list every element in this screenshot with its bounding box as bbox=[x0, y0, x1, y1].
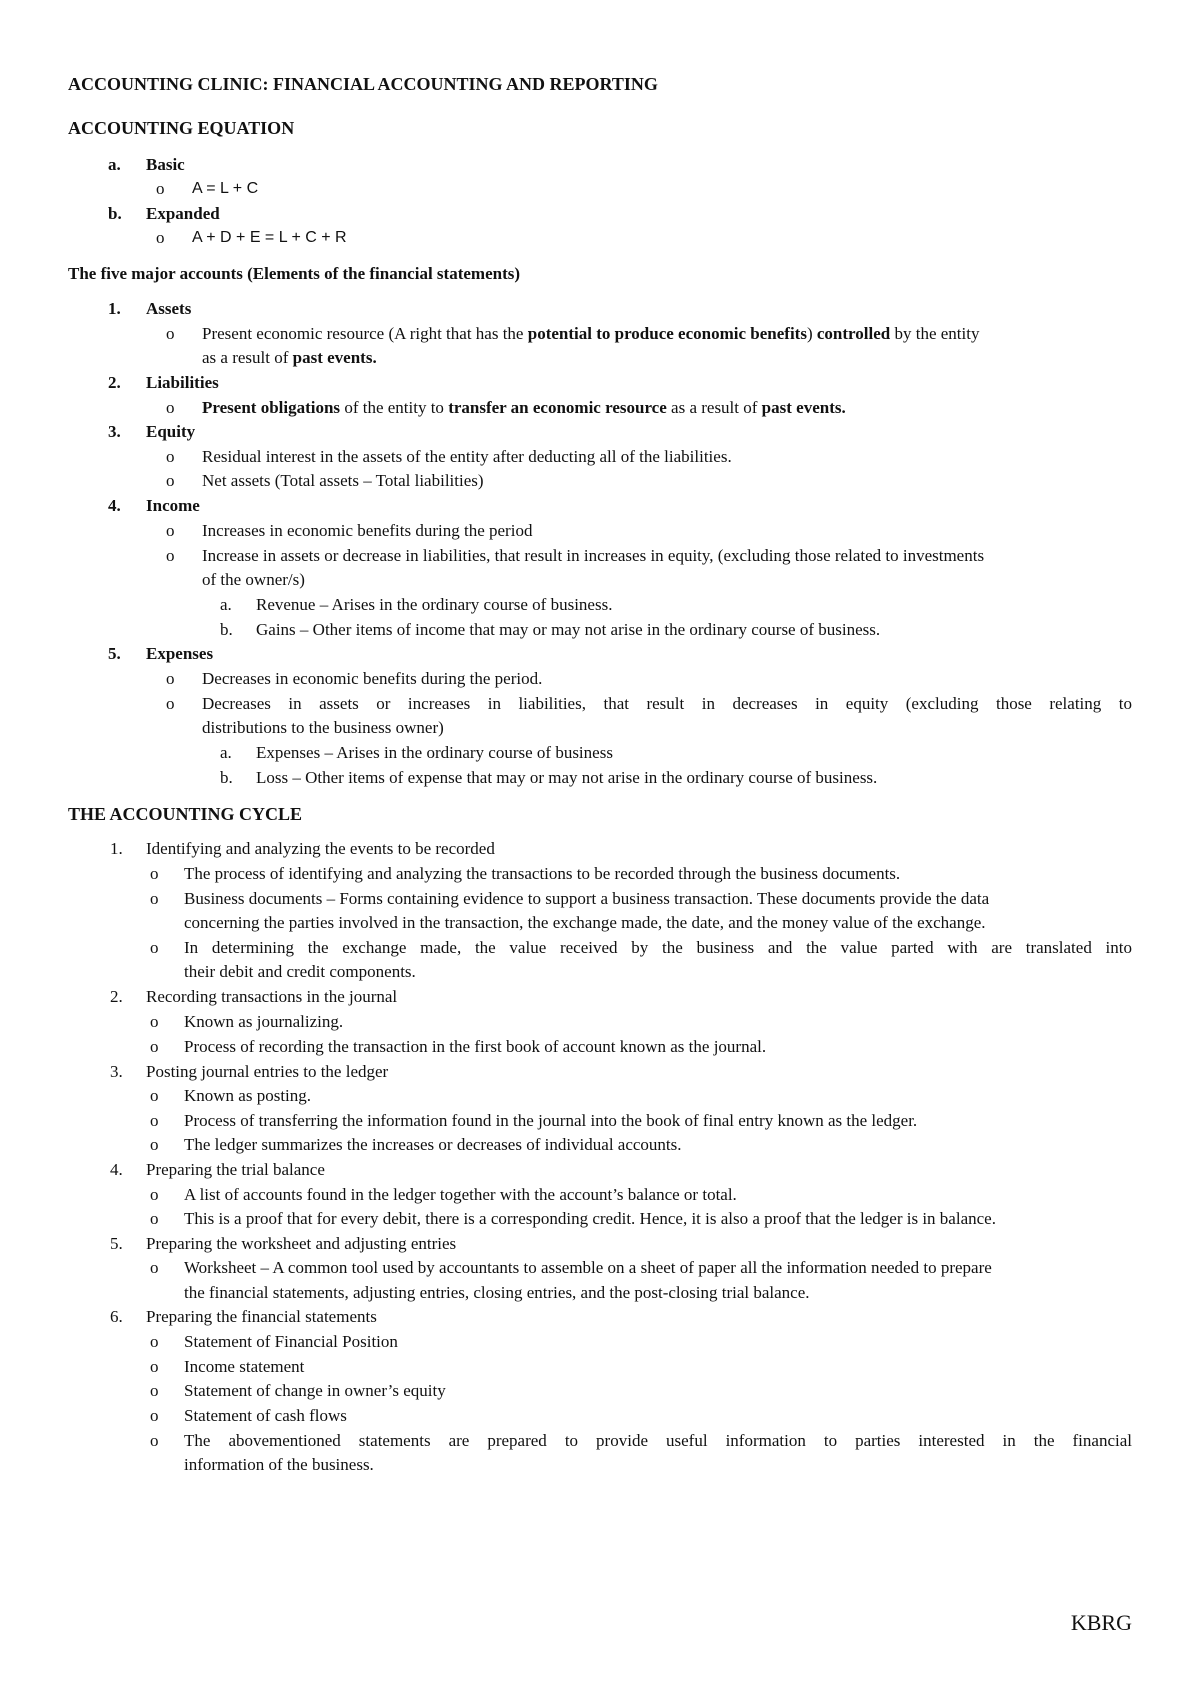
bullet-icon: o bbox=[166, 471, 175, 490]
list-item-text: Decreases in assets or increases in liabilities, that result in decreases in equity (excluding those relating to bbox=[202, 694, 1132, 713]
bullet-icon: o bbox=[150, 1135, 159, 1154]
list-item-label: Income bbox=[146, 496, 200, 515]
list-item-text: Known as posting. bbox=[184, 1086, 312, 1105]
list-item-text: Net assets (Total assets – Total liabilities) bbox=[202, 471, 484, 490]
cycle-step-label: Posting journal entries to the ledger bbox=[146, 1062, 389, 1081]
list-item-label: Expanded bbox=[146, 204, 220, 223]
assets-definition-line-1: Present economic resource (A right that has the potential to produce economic benefits) controlled by the entity bbox=[202, 324, 980, 343]
list-item-text: This is a proof that for every debit, there is a corresponding credit. Hence, it is also a proof that the ledger is in balance. bbox=[184, 1209, 996, 1228]
bullet-icon: o bbox=[166, 521, 175, 540]
list-marker: a. bbox=[108, 155, 121, 174]
list-marker: 1. bbox=[110, 839, 123, 858]
assets-definition-line-2: as a result of past events. bbox=[202, 348, 377, 367]
bullet-icon: o bbox=[150, 1111, 159, 1130]
bullet-icon: o bbox=[150, 1012, 159, 1031]
list-item-text: Process of transferring the information found in the journal into the book of final entry known as the ledger. bbox=[184, 1111, 918, 1130]
cycle-step-label: Recording transactions in the journal bbox=[146, 987, 398, 1006]
list-item-text: Worksheet – A common tool used by accountants to assemble on a sheet of paper all the information needed to prepare bbox=[184, 1258, 992, 1277]
bullet-icon: o bbox=[150, 1431, 159, 1450]
footer-initials: KBRG bbox=[1070, 1610, 1132, 1635]
list-item-text: Business documents – Forms containing evidence to support a business transaction. These documents provide the data bbox=[184, 889, 990, 908]
list-marker: 6. bbox=[110, 1307, 123, 1326]
list-item-text: Gains – Other items of income that may or may not arise in the ordinary course of business. bbox=[256, 620, 881, 639]
list-item-label: Liabilities bbox=[146, 373, 219, 392]
list-item-text: Process of recording the transaction in the first book of account known as the journal. bbox=[184, 1037, 767, 1056]
list-item-text: Statement of cash flows bbox=[184, 1406, 347, 1425]
list-item-text: Expenses – Arises in the ordinary course of business bbox=[256, 743, 613, 762]
list-item-label: Expenses bbox=[146, 644, 214, 663]
list-item-text: Decreases in economic benefits during the period. bbox=[202, 669, 543, 688]
list-marker: 5. bbox=[110, 1234, 123, 1253]
bullet-icon: o bbox=[150, 1185, 159, 1204]
formula-expanded: A + D + E = L + C + R bbox=[192, 229, 347, 246]
list-marker: b. bbox=[220, 620, 233, 639]
bullet-icon: o bbox=[156, 228, 165, 247]
cycle-step-label: Preparing the financial statements bbox=[146, 1307, 377, 1326]
list-item-text: Known as journalizing. bbox=[184, 1012, 344, 1031]
list-marker: b. bbox=[108, 204, 122, 223]
list-marker: 2. bbox=[108, 373, 121, 392]
bullet-icon: o bbox=[150, 1381, 159, 1400]
list-item-text: distributions to the business owner) bbox=[202, 718, 444, 737]
list-item-text: of the owner/s) bbox=[202, 570, 305, 589]
bullet-icon: o bbox=[150, 1209, 159, 1228]
list-item-text: In determining the exchange made, the value received by the business and the value parted with are translated into bbox=[184, 938, 1132, 957]
list-item-text: Statement of Financial Position bbox=[184, 1332, 398, 1351]
list-marker: 1. bbox=[108, 299, 121, 318]
list-item-text: Residual interest in the assets of the entity after deducting all of the liabilities. bbox=[202, 447, 732, 466]
cycle-step-label: Preparing the worksheet and adjusting entries bbox=[146, 1234, 457, 1253]
list-item-text: The process of identifying and analyzing the transactions to be recorded through the business documents. bbox=[184, 864, 901, 883]
section-heading-equation: ACCOUNTING EQUATION bbox=[68, 118, 295, 138]
list-item-label: Basic bbox=[146, 155, 185, 174]
bullet-icon: o bbox=[166, 546, 175, 565]
list-item-text: information of the business. bbox=[184, 1455, 374, 1474]
list-item-text: concerning the parties involved in the transaction, the exchange made, the date, and the money value of the exchange. bbox=[184, 913, 986, 932]
page-title: ACCOUNTING CLINIC: FINANCIAL ACCOUNTING AND REPORTING bbox=[68, 74, 658, 94]
bullet-icon: o bbox=[150, 1258, 159, 1277]
list-item-text: Loss – Other items of expense that may or may not arise in the ordinary course of business. bbox=[256, 768, 878, 787]
list-item-text: Revenue – Arises in the ordinary course of business. bbox=[256, 595, 613, 614]
section-heading-cycle: THE ACCOUNTING CYCLE bbox=[68, 804, 303, 824]
list-marker: 3. bbox=[108, 422, 121, 441]
bullet-icon: o bbox=[166, 398, 175, 417]
cycle-step-label: Preparing the trial balance bbox=[146, 1160, 325, 1179]
bullet-icon: o bbox=[166, 324, 175, 343]
list-marker: 5. bbox=[108, 644, 121, 663]
list-item-label: Equity bbox=[146, 422, 196, 441]
list-item-text: Increase in assets or decrease in liabilities, that result in increases in equity, (excluding those related to investments bbox=[202, 546, 985, 565]
list-item-label: Assets bbox=[146, 299, 192, 318]
bullet-icon: o bbox=[150, 1037, 159, 1056]
bullet-icon: o bbox=[150, 1332, 159, 1351]
list-marker: a. bbox=[220, 595, 232, 614]
list-item-text: A list of accounts found in the ledger together with the account’s balance or total. bbox=[184, 1185, 737, 1204]
list-item-text: Statement of change in owner’s equity bbox=[184, 1381, 446, 1400]
bullet-icon: o bbox=[150, 1357, 159, 1376]
bullet-icon: o bbox=[150, 889, 159, 908]
bullet-icon: o bbox=[150, 1406, 159, 1425]
list-item-text: Increases in economic benefits during the period bbox=[202, 521, 533, 540]
cycle-step-label: Identifying and analyzing the events to be recorded bbox=[146, 839, 495, 858]
bullet-icon: o bbox=[166, 669, 175, 688]
bullet-icon: o bbox=[150, 938, 159, 957]
bullet-icon: o bbox=[166, 447, 175, 466]
list-marker: 3. bbox=[110, 1062, 123, 1081]
list-item-text: Income statement bbox=[184, 1357, 305, 1376]
list-item-text: the financial statements, adjusting entries, closing entries, and the post-closing trial balance. bbox=[184, 1283, 810, 1302]
list-marker: 4. bbox=[108, 496, 121, 515]
section-heading-elements: The five major accounts (Elements of the financial statements) bbox=[68, 264, 521, 283]
list-marker: a. bbox=[220, 743, 232, 762]
bullet-icon: o bbox=[150, 1086, 159, 1105]
list-marker: b. bbox=[220, 768, 233, 787]
bullet-icon: o bbox=[156, 179, 165, 198]
list-item-text: their debit and credit components. bbox=[184, 962, 416, 981]
formula-basic: A = L + C bbox=[192, 180, 259, 197]
list-marker: 2. bbox=[110, 987, 123, 1006]
bullet-icon: o bbox=[166, 694, 175, 713]
list-item-text: The ledger summarizes the increases or decreases of individual accounts. bbox=[184, 1135, 682, 1154]
liabilities-definition: Present obligations of the entity to transfer an economic resource as a result of past events. bbox=[202, 398, 846, 417]
list-marker: 4. bbox=[110, 1160, 123, 1179]
list-item-text: The abovementioned statements are prepared to provide useful information to parties interested in the financial bbox=[184, 1431, 1132, 1450]
bullet-icon: o bbox=[150, 864, 159, 883]
